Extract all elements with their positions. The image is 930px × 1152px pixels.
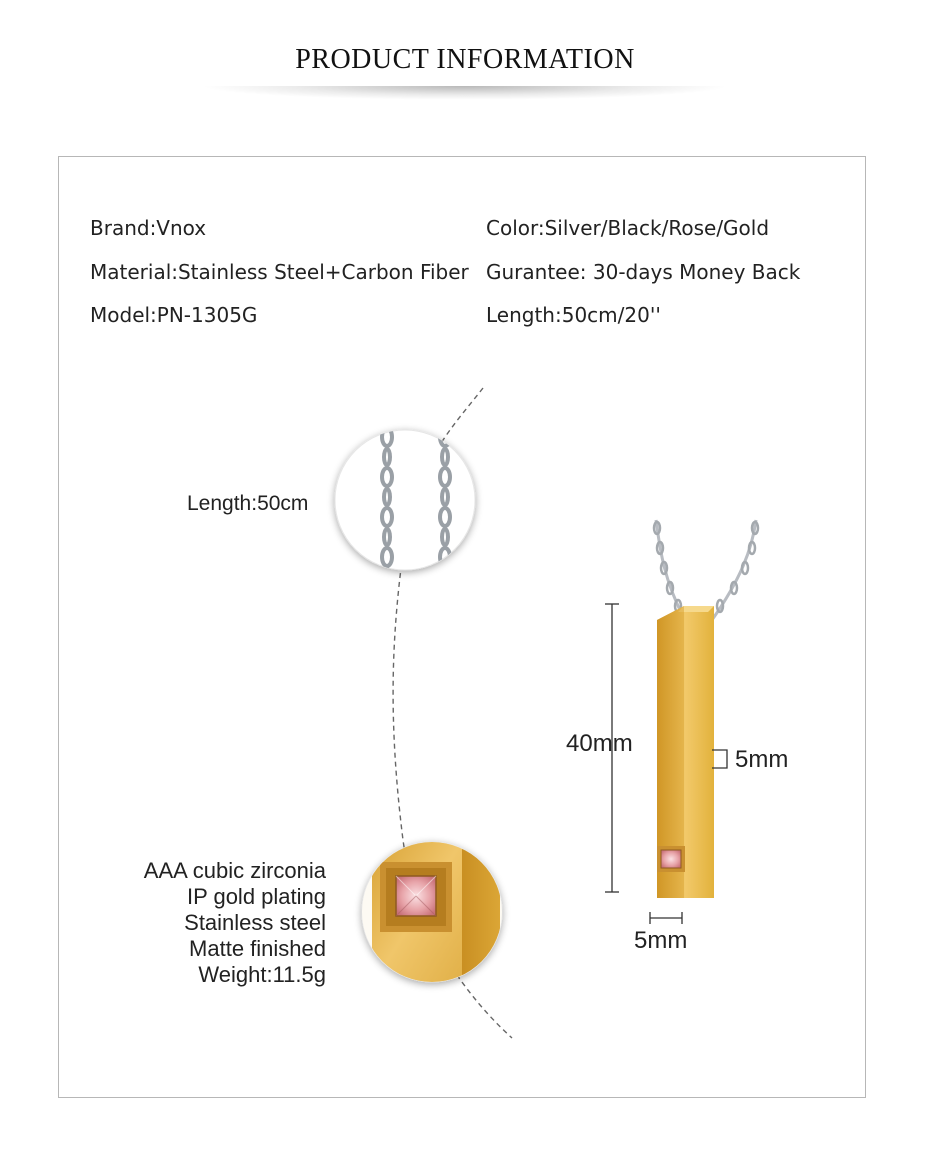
chain-detail-circle [335,430,475,570]
spec-guarantee: Gurantee: 30-days Money Back [486,260,801,284]
feature-material: Stainless steel [184,910,326,935]
feature-zirconia: AAA cubic zirconia [143,858,326,883]
pendant-bar [657,606,714,898]
feature-plating: IP gold plating [186,884,326,909]
pendant-feature-list [144,858,326,988]
spec-brand: Brand:Vnox [90,216,207,240]
chain-length-label: Length:50cm [187,492,309,515]
dimension-width-bracket [712,750,727,768]
page-title: PRODUCT INFORMATION [295,44,635,75]
spec-model: Model:PN-1305G [90,303,258,327]
dimension-height-label: 40mm [566,730,633,757]
dimension-depth-label: 5mm [634,927,688,954]
feature-finish: Matte finished [189,936,326,961]
pendant-chain-links [654,522,758,612]
dimension-depth-line [650,912,682,924]
spec-length: Length:50cm/20'' [486,303,661,327]
dimension-width-label: 5mm [735,746,789,773]
spec-color: Color:Silver/Black/Rose/Gold [486,216,770,240]
feature-weight: Weight:11.5g [198,962,326,987]
spec-material: Material:Stainless Steel+Carbon Fiber [90,260,469,284]
